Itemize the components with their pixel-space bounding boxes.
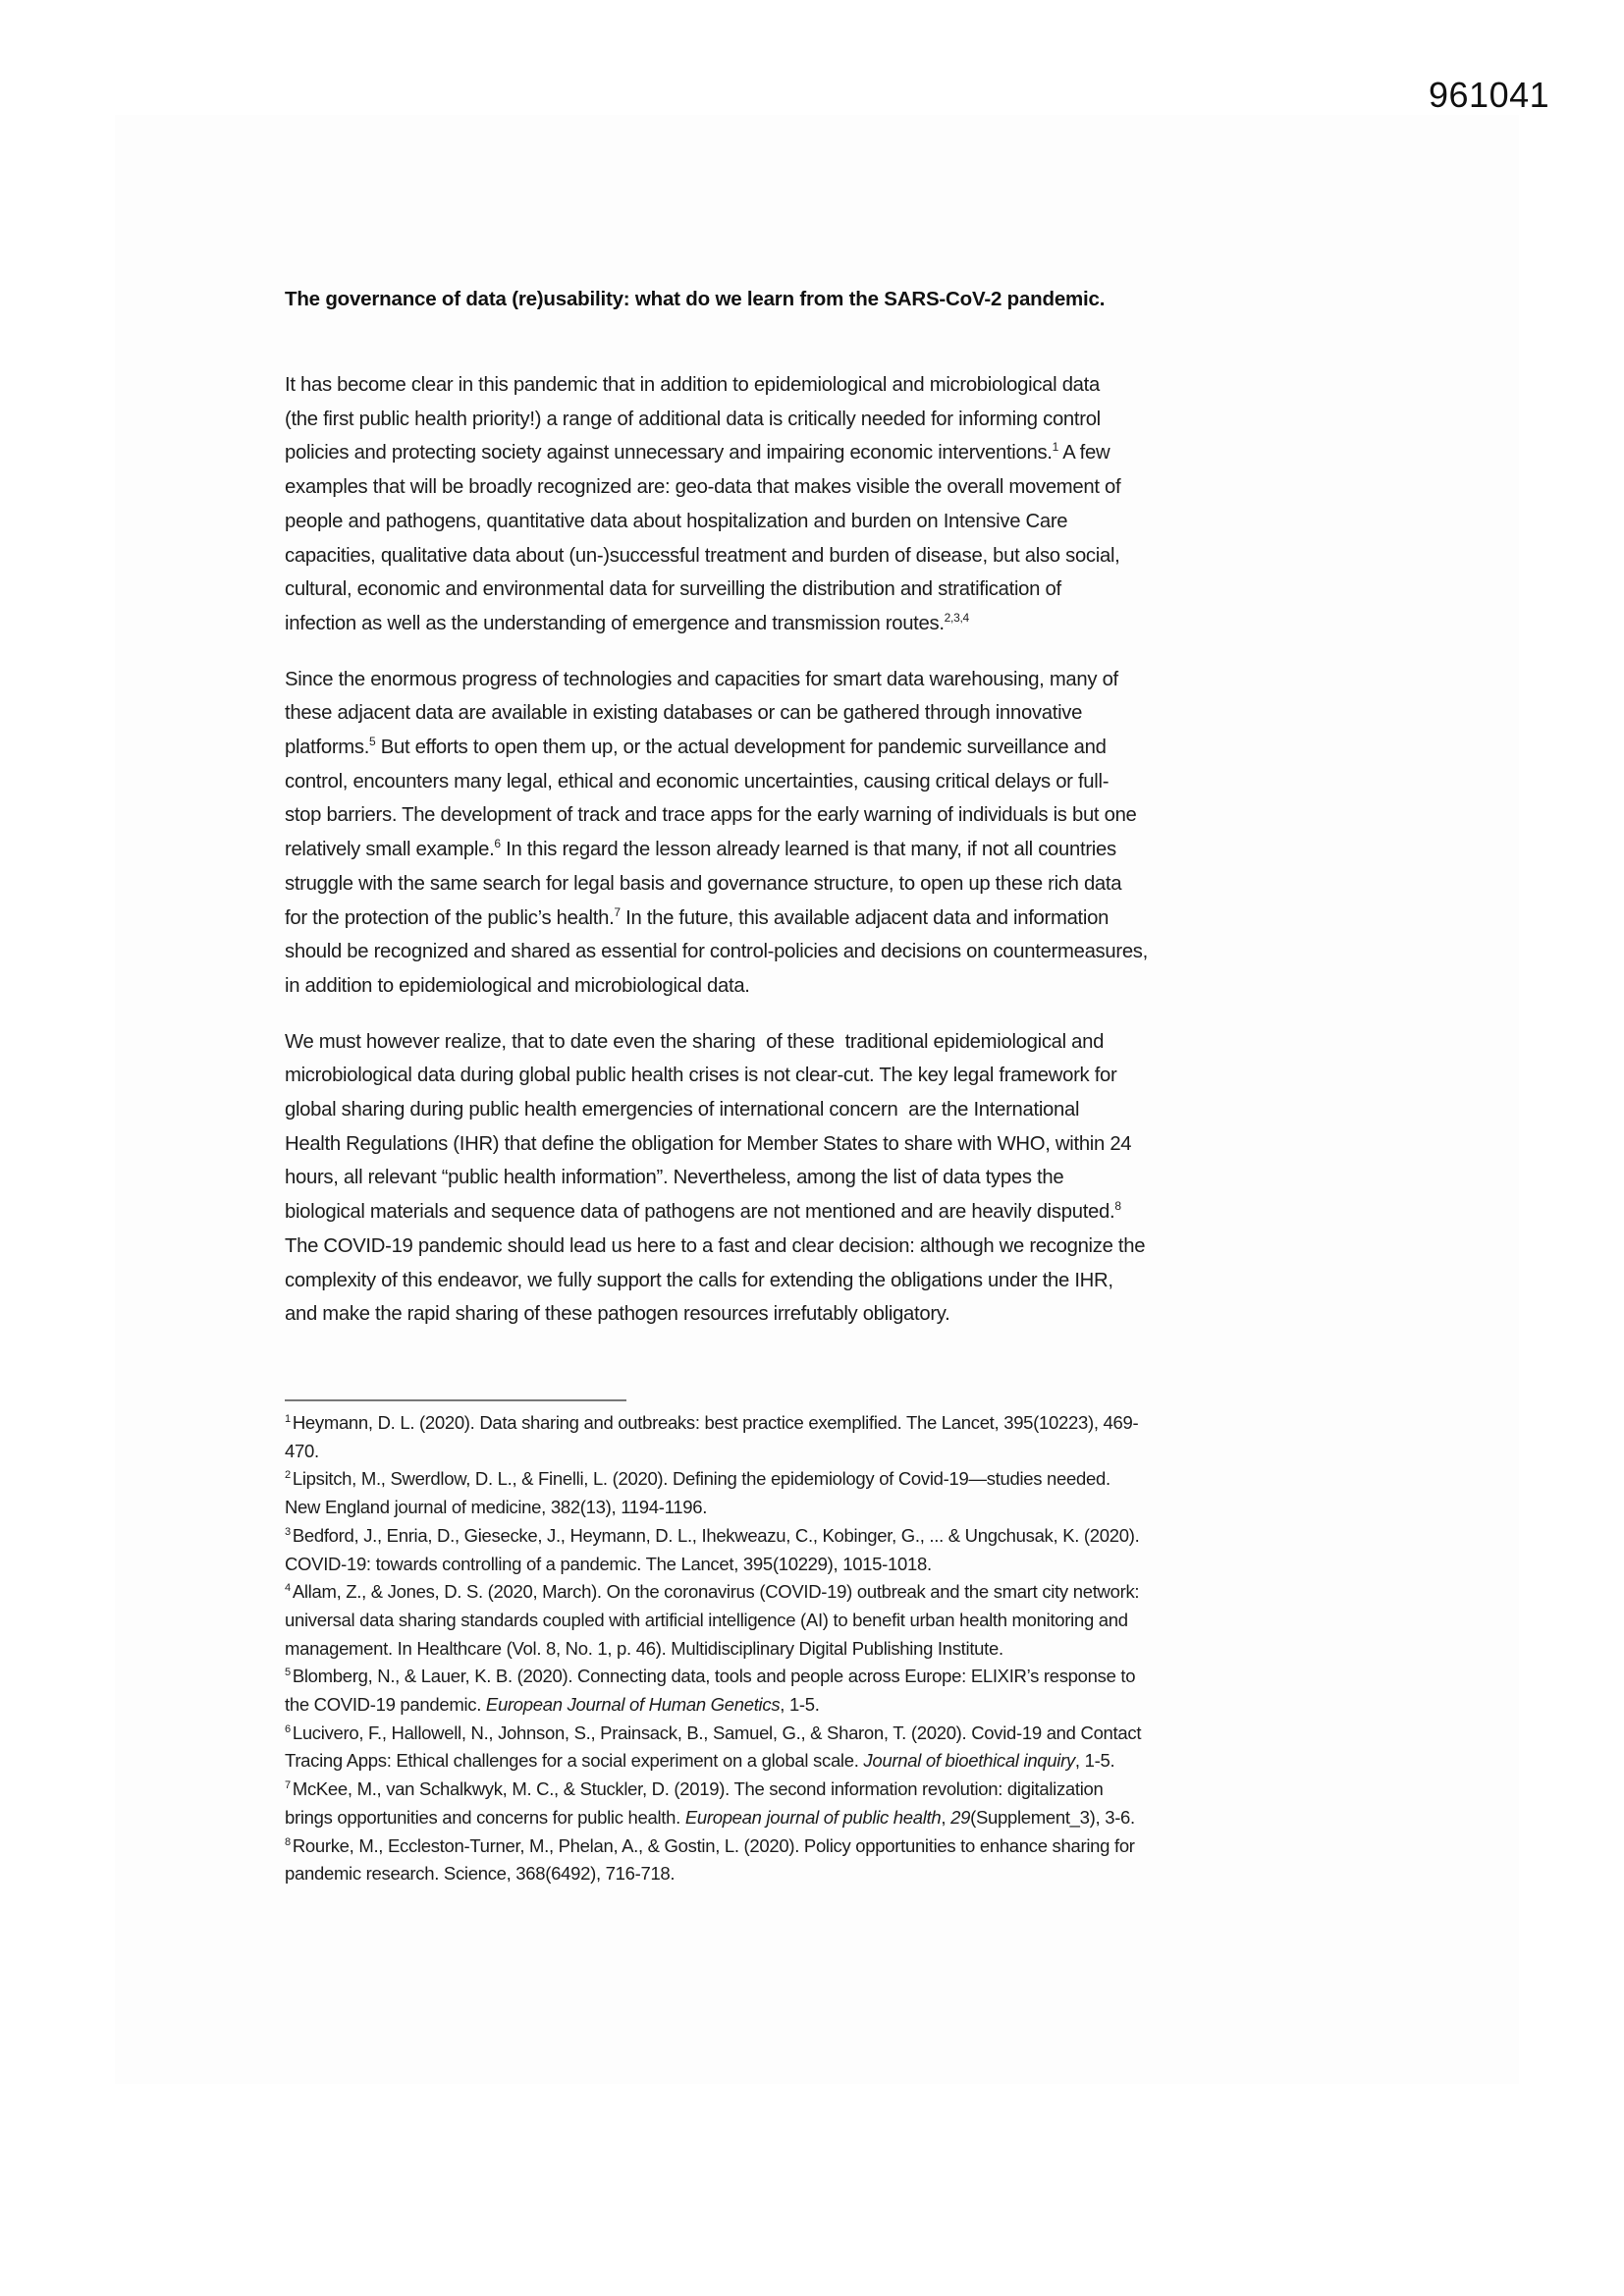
- text-span: A few: [1058, 442, 1110, 465]
- footnote-ref-7[interactable]: 7: [614, 904, 621, 919]
- text-span: , 1-5.: [780, 1694, 820, 1716]
- footnote-number: 1: [285, 1412, 291, 1425]
- journal-title: European Journal of Human Genetics: [485, 1694, 781, 1716]
- text-span: infection as well as the understanding of emergence and transmission routes.: [285, 612, 945, 634]
- text-line: in addition to epidemiological and microbiological data.: [285, 974, 750, 997]
- text-span: for the protection of the public’s health.: [285, 906, 615, 929]
- text-line: universal data sharing standards coupled with artificial intelligence (AI) to benefit urban health monitoring and: [285, 1609, 1128, 1630]
- text-span: platforms.: [285, 737, 370, 759]
- text-span: Lipsitch, M., Swerdlow, D. L., & Finelli, L. (2020). Defining the epidemiology of Covid-19—studies needed.: [292, 1468, 1110, 1490]
- text-line: [285, 731, 1355, 765]
- text-span: Rourke, M., Eccleston-Turner, M., Phelan, A., & Gostin, L. (2020). Policy opportunities to enhance sharing for: [292, 1834, 1135, 1856]
- footnotes: [285, 1409, 1355, 1888]
- text-line: global sharing during public health emergencies of international concern are the International: [285, 1099, 1080, 1121]
- text-line: Health Regulations (IHR) that define the obligation for Member States to share with WHO, within 24: [285, 1132, 1132, 1155]
- journal-title: Journal of bioethical inquiry: [863, 1750, 1075, 1772]
- text-line: [285, 1776, 1355, 1804]
- text-span: the COVID-19 pandemic.: [285, 1694, 486, 1716]
- paragraph-2: [285, 663, 1355, 1004]
- text-span: Lucivero, F., Hallowell, N., Johnson, S., Prainsack, B., Samuel, G., & Sharon, T. (2020). Covid-19 and Contact: [292, 1722, 1142, 1743]
- text-line: people and pathogens, quantitative data about hospitalization and burden on Intensive Care: [285, 510, 1068, 532]
- footnote-7: [285, 1776, 1355, 1831]
- paragraph-3: [285, 1025, 1355, 1332]
- text-line: pandemic research. Science, 368(6492), 716-718.: [285, 1863, 676, 1885]
- text-line: control, encounters many legal, ethical and economic uncertainties, causing critical delays or full-: [285, 770, 1110, 793]
- text-line: 470.: [285, 1440, 319, 1461]
- paragraph-1: [285, 368, 1355, 641]
- text-line: [285, 1832, 1355, 1861]
- text-span: Tracing Apps: Ethical challenges for a social experiment on a global scale.: [285, 1750, 864, 1772]
- text-line: [285, 1663, 1355, 1691]
- text-line: examples that will be broadly recognized are: geo-data that makes visible the overall movement of: [285, 476, 1121, 499]
- text-line: [285, 1747, 1355, 1776]
- text-span: Heymann, D. L. (2020). Data sharing and outbreaks: best practice exemplified. The Lancet, 395(10223), 469-: [292, 1411, 1139, 1433]
- footnote-separator: [285, 1399, 626, 1401]
- footnote-number: 7: [285, 1779, 291, 1792]
- text-line: should be recognized and shared as essential for control-policies and decisions on countermeasures,: [285, 941, 1148, 963]
- text-span: brings opportunities and concerns for public health.: [285, 1806, 685, 1828]
- footnote-ref-2-3-4[interactable]: 2,3,4: [944, 610, 969, 625]
- footnote-ref-6[interactable]: 6: [494, 837, 501, 851]
- footnote-ref-5[interactable]: 5: [369, 735, 376, 749]
- text-span: (Supplement_3), 3-6.: [970, 1806, 1135, 1828]
- footnote-2: [285, 1465, 1355, 1521]
- text-line: hours, all relevant “public health information”. Nevertheless, among the list of data types the: [285, 1167, 1064, 1189]
- text-line: (the first public health priority!) a range of additional data is critically needed for informing control: [285, 408, 1101, 430]
- footnote-number: 2: [285, 1469, 291, 1482]
- text-line: [285, 1409, 1355, 1438]
- text-line: [285, 902, 1355, 936]
- text-span: ,: [941, 1806, 951, 1828]
- text-span: In the future, this available adjacent data and information: [620, 906, 1110, 929]
- document-id-number: 961041: [1429, 75, 1550, 115]
- footnote-3: [285, 1522, 1355, 1578]
- text-line: these adjacent data are available in existing databases or can be gathered through innovative: [285, 702, 1083, 725]
- text-span: policies and protecting society against unnecessary and impairing economic interventions.: [285, 442, 1053, 465]
- text-span: But efforts to open them up, or the actual development for pandemic surveillance and: [375, 737, 1107, 759]
- footnote-8: [285, 1832, 1355, 1888]
- text-span: relatively small example.: [285, 839, 495, 861]
- text-span: Bedford, J., Enria, D., Giesecke, J., Heymann, D. L., Ihekweazu, C., Kobinger, G., ... & Ungchusak, K. (2020).: [292, 1524, 1140, 1546]
- text-line: capacities, qualitative data about (un-)successful treatment and burden of disease, but also social,: [285, 544, 1120, 567]
- text-span: In this regard the lesson already learned is that many, if not all countries: [500, 839, 1116, 861]
- text-line: [285, 1522, 1355, 1551]
- text-line: microbiological data during global public health crises is not clear-cut. The key legal framework for: [285, 1065, 1117, 1087]
- text-line: The COVID-19 pandemic should lead us here to a fast and clear decision: although we recognize the: [285, 1234, 1146, 1257]
- text-line: COVID-19: towards controlling of a pandemic. The Lancet, 395(10229), 1015-1018.: [285, 1553, 932, 1574]
- footnote-number: 4: [285, 1582, 291, 1595]
- footnote-5: [285, 1663, 1355, 1719]
- footnote-1: [285, 1409, 1355, 1465]
- text-line: Since the enormous progress of technologies and capacities for smart data warehousing, many of: [285, 668, 1118, 690]
- text-line: [285, 1691, 1355, 1720]
- text-line: and make the rapid sharing of these pathogen resources irrefutably obligatory.: [285, 1303, 950, 1326]
- text-span: Blomberg, N., & Lauer, K. B. (2020). Connecting data, tools and people across Europe: ELIXIR’s response to: [292, 1666, 1136, 1687]
- text-span: Allam, Z., & Jones, D. S. (2020, March). On the coronavirus (COVID-19) outbreak and the smart city network:: [292, 1581, 1140, 1603]
- footnote-ref-8[interactable]: 8: [1114, 1199, 1121, 1214]
- text-span: McKee, M., van Schalkwyk, M. C., & Stuckler, D. (2019). The second information revolution: digitalization: [292, 1778, 1104, 1800]
- text-line: [285, 1195, 1355, 1230]
- footnote-ref-1[interactable]: 1: [1052, 440, 1058, 455]
- footnote-number: 8: [285, 1835, 291, 1848]
- volume-number: 29: [950, 1806, 971, 1828]
- text-line: [285, 1465, 1355, 1494]
- text-line: We must however realize, that to date even the sharing of these traditional epidemiological and: [285, 1030, 1105, 1053]
- footnote-number: 3: [285, 1525, 291, 1538]
- footnote-4: [285, 1578, 1355, 1663]
- text-line: [285, 1578, 1355, 1607]
- text-line: It has become clear in this pandemic that in addition to epidemiological and microbiological data: [285, 374, 1100, 396]
- footnote-number: 5: [285, 1667, 291, 1679]
- text-line: New England journal of medicine, 382(13), 1194-1196.: [285, 1497, 708, 1518]
- text-line: complexity of this endeavor, we fully support the calls for extending the obligations under the IHR,: [285, 1269, 1113, 1291]
- text-line: stop barriers. The development of track and trace apps for the early warning of individuals is but one: [285, 804, 1137, 827]
- text-line: struggle with the same search for legal basis and governance structure, to open up these rich data: [285, 872, 1122, 895]
- text-line: [285, 436, 1355, 470]
- footnote-number: 6: [285, 1722, 291, 1735]
- text-span: biological materials and sequence data of pathogens are not mentioned and are heavily disputed.: [285, 1201, 1115, 1224]
- document-body: [285, 288, 1355, 1888]
- text-line: cultural, economic and environmental data for surveilling the distribution and stratification of: [285, 578, 1061, 601]
- text-line: [285, 607, 1355, 641]
- text-line: [285, 1720, 1355, 1748]
- text-span: , 1-5.: [1074, 1750, 1115, 1772]
- document-title: The governance of data (re)usability: what do we learn from the SARS-CoV-2 pandemic.: [285, 288, 1106, 310]
- text-line: management. In Healthcare (Vol. 8, No. 1, p. 46). Multidisciplinary Digital Publishing Institute.: [285, 1637, 1003, 1659]
- journal-title: European journal of public health: [684, 1806, 942, 1828]
- footnote-6: [285, 1720, 1355, 1776]
- text-line: [285, 833, 1355, 867]
- text-line: [285, 1804, 1355, 1832]
